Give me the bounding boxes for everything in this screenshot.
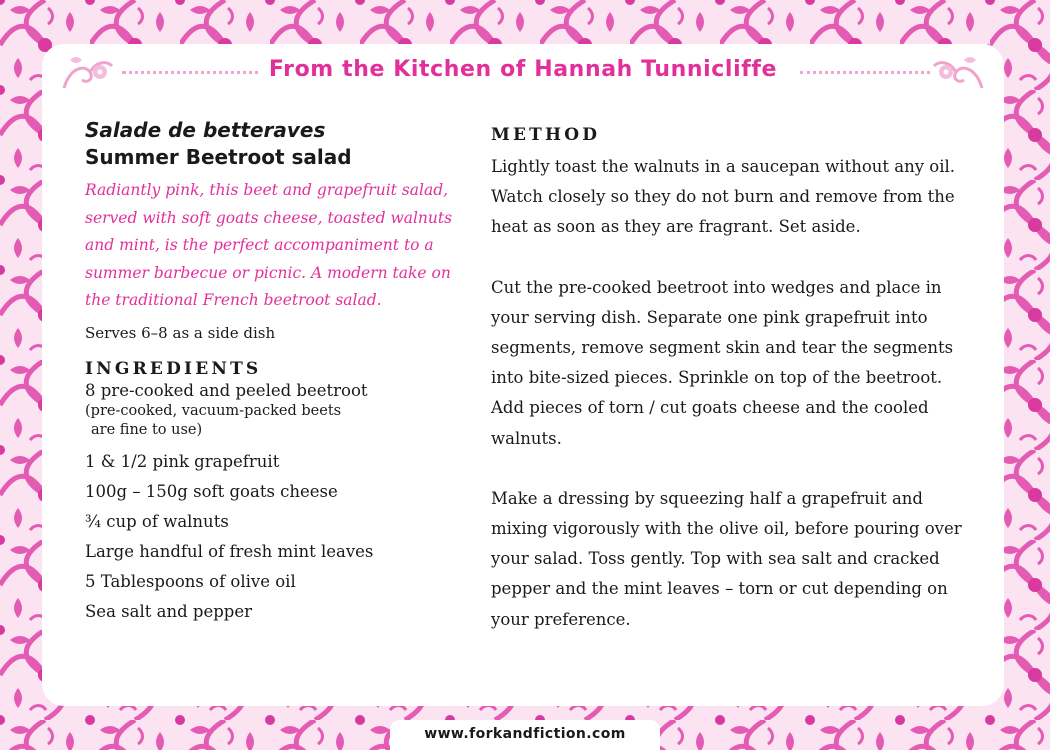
header-title: From the Kitchen of Hannah Tunnicliffe [259, 57, 787, 82]
method-steps [491, 152, 971, 635]
ingredients-list [85, 380, 465, 627]
right-column [491, 124, 971, 635]
method-paragraph: Lightly toast the walnuts in a saucepan without any oil. Watch closely so they do not burn and remove from the heat as soon as they are fragrant. Set aside. [491, 157, 956, 237]
serves-text: Serves 6–8 as a side dish [85, 323, 276, 342]
left-column [85, 117, 465, 627]
flower-scroll-icon [930, 48, 986, 96]
header [42, 44, 1004, 98]
ingredient-item: 1 & 1/2 pink grapefruit [85, 451, 280, 471]
ingredient-item: Sea salt and pepper [85, 601, 252, 621]
ingredient-item: ¾ cup of walnuts [85, 511, 229, 531]
ingredient-note-line: (pre-cooked, vacuum-packed beets [85, 402, 342, 419]
ingredient-item: Large handful of fresh mint leaves [85, 541, 374, 561]
ingredient-note-line: are fine to use) [91, 421, 203, 438]
website-url: www.forkandfiction.com [424, 726, 626, 742]
ingredient-item: 100g – 150g soft goats cheese [85, 481, 338, 501]
recipe-title-english: Summer Beetroot salad [85, 145, 352, 169]
method-paragraph: Cut the pre-cooked beetroot into wedges and place in your serving dish. Separate one pink grapefruit into segments, remove segment skin and tear the segments into bite-sized pieces. Sprinkle on top of the beetroot. Add pieces of torn / cut goats cheese and the cooled walnuts. [491, 277, 954, 448]
ingredients-heading: INGREDIENTS [85, 358, 262, 379]
footer [390, 720, 660, 750]
ingredient-item: 8 pre-cooked and peeled beetroot [85, 380, 368, 400]
header-dotted-rule-right [800, 71, 930, 74]
recipe-intro: Radiantly pink, this beet and grapefruit salad, served with soft goats cheese, toasted walnuts and mint, is the perfect accompaniment to a summer barbecue or picnic. A modern take on the traditional French beetroot salad. [85, 181, 453, 309]
ingredient-item: 5 Tablespoons of olive oil [85, 571, 296, 591]
ingredient-note [85, 402, 465, 447]
method-heading: METHOD [491, 125, 601, 145]
method-paragraph: Make a dressing by squeezing half a grapefruit and mixing vigorously with the olive oil, before pouring over your salad. Toss gently. Top with sea salt and cracked pepper and the mint leaves – torn or cut depending on your preference. [491, 488, 962, 629]
recipe-title-french: Salade de betteraves [85, 118, 326, 142]
